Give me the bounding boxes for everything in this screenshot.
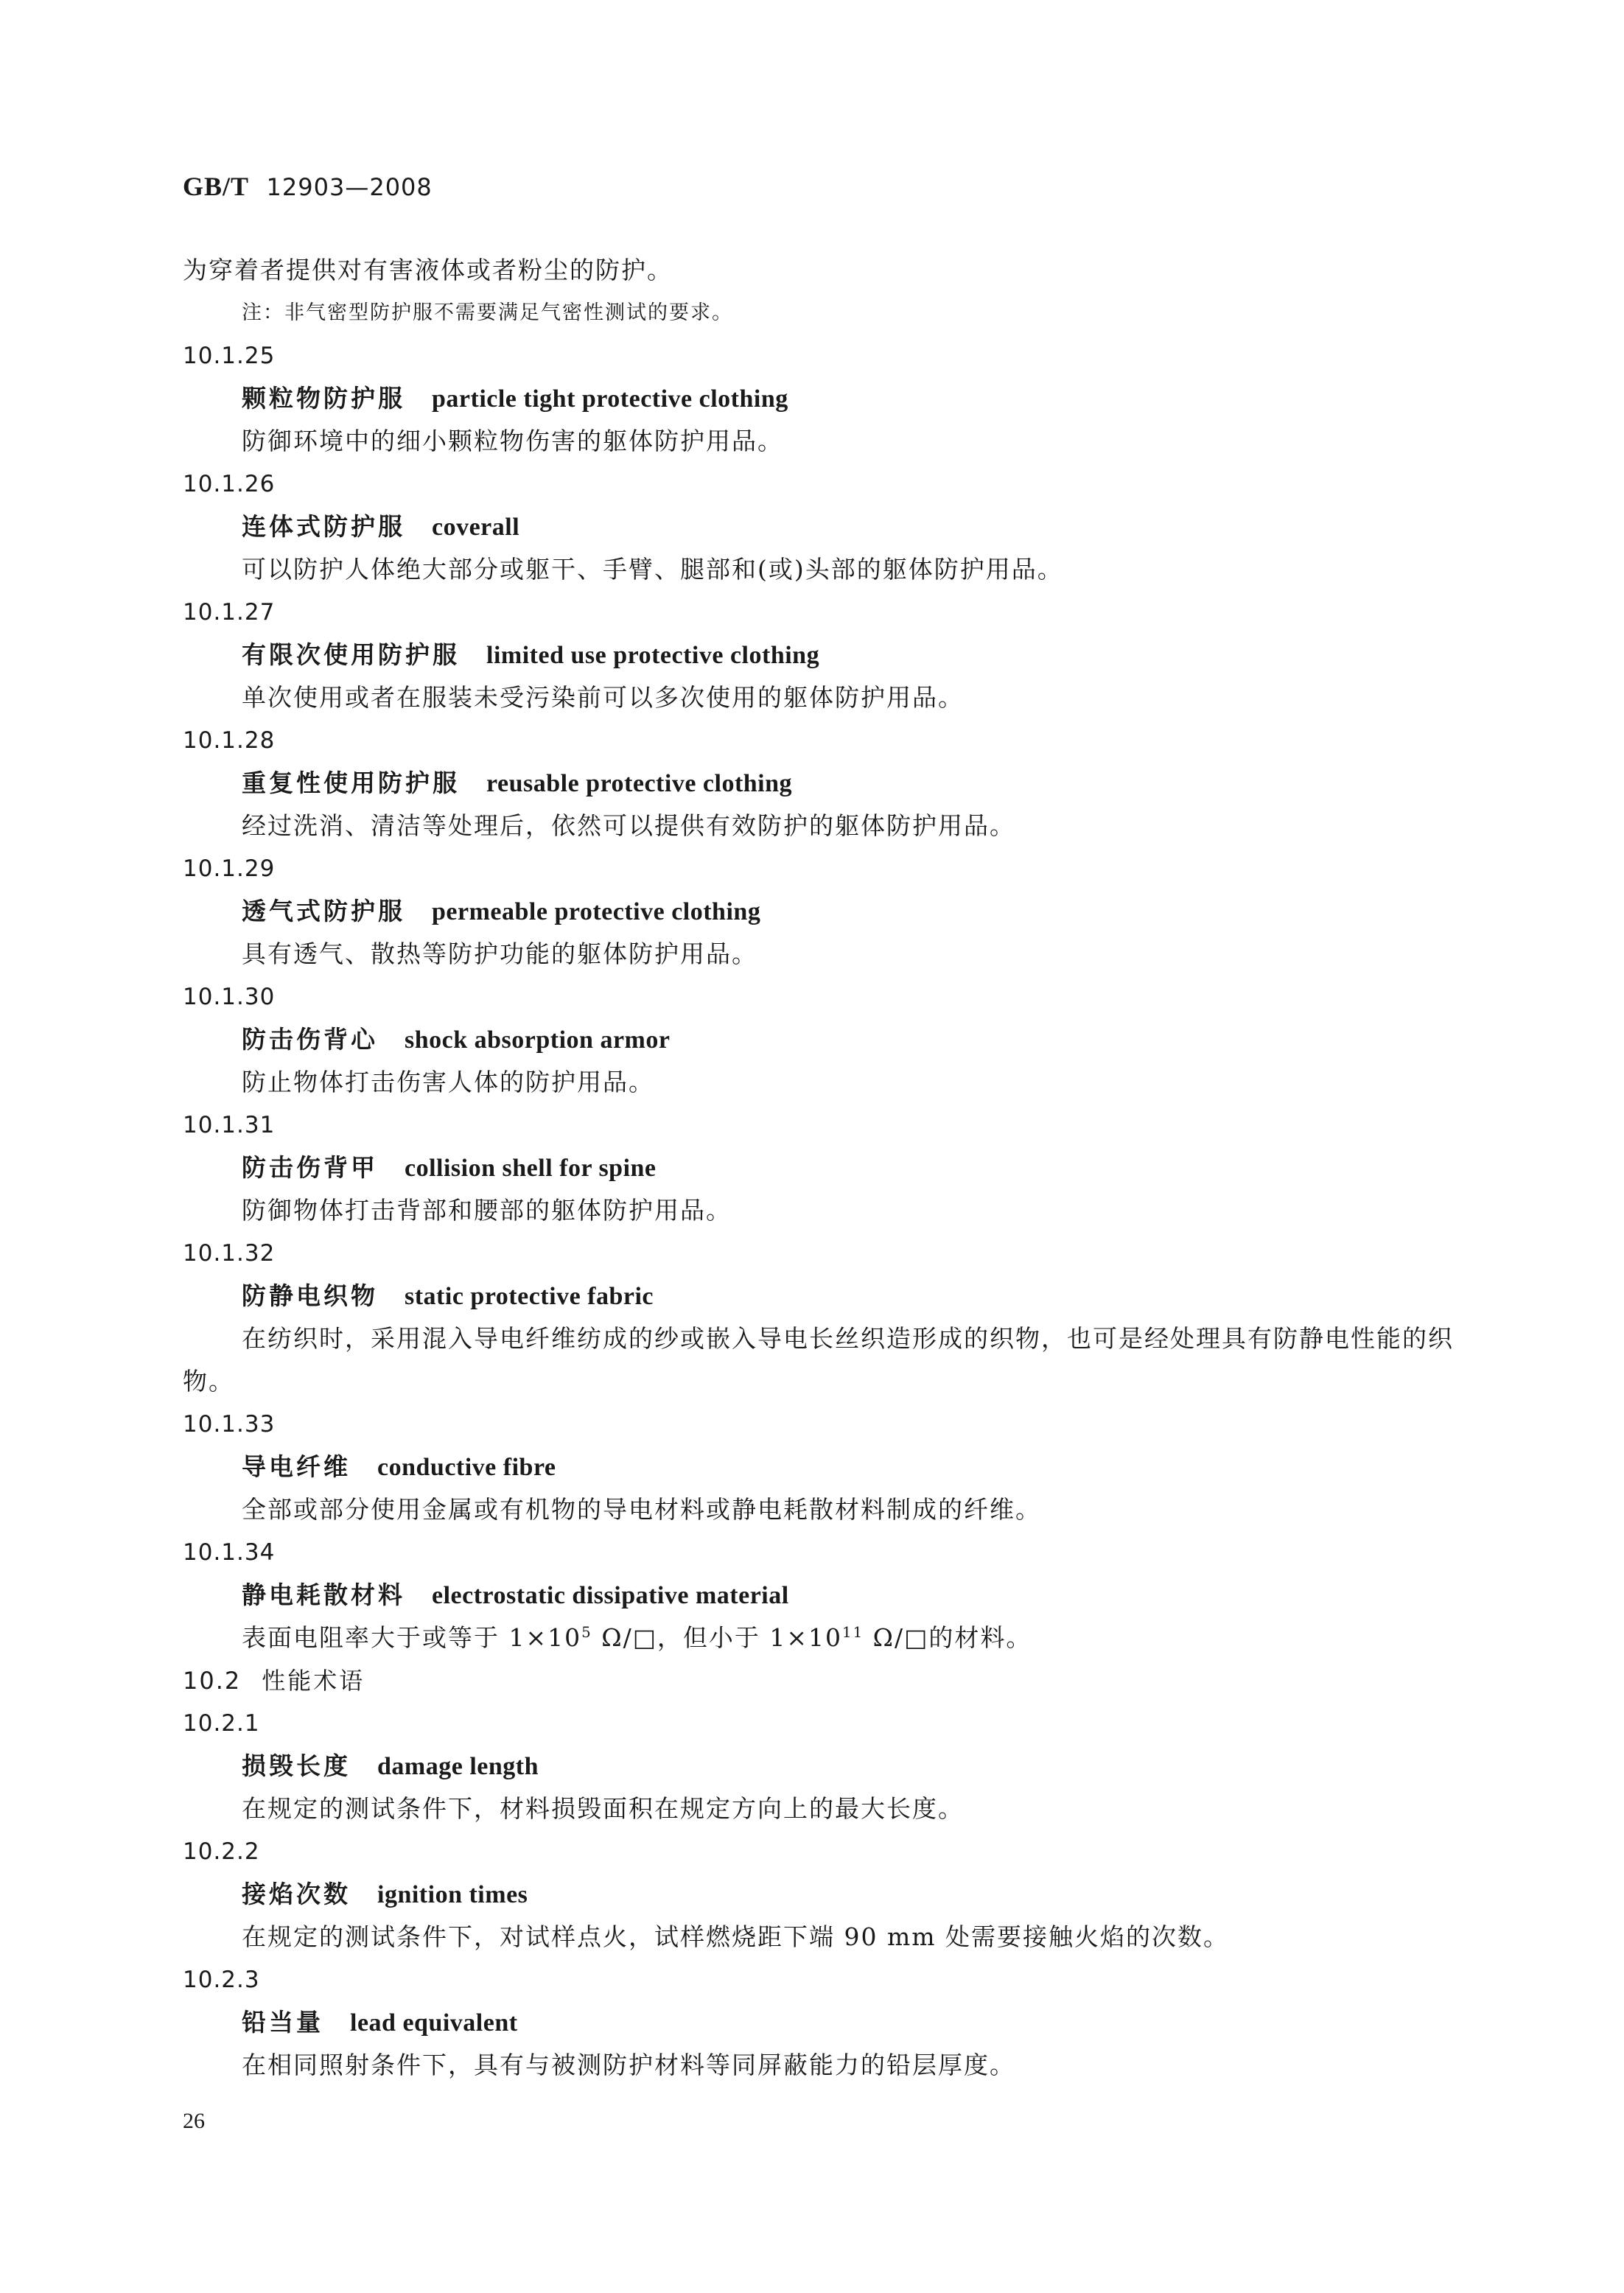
term-chinese: 防击伤背心 [242, 1025, 378, 1054]
entry-number: 10.2.1 [183, 1710, 260, 1737]
term-english: ignition times [377, 1881, 528, 1908]
term-english: electrostatic dissipative material [432, 1582, 789, 1609]
entry-definition: 防御物体打击背部和腰部的躯体防护用品。 [242, 1196, 732, 1225]
term-chinese: 铅当量 [242, 2008, 323, 2037]
term-english: limited use protective clothing [486, 642, 820, 669]
term-chinese: 连体式防护服 [242, 512, 405, 541]
term-english: damage length [377, 1753, 539, 1780]
entry-definition: 单次使用或者在服装未受污染前可以多次使用的躯体防护用品。 [242, 683, 964, 712]
entry-number: 10.1.30 [183, 984, 276, 1010]
entry-number: 10.1.25 [183, 343, 276, 369]
entry-definition: 在规定的测试条件下，材料损毁面积在规定方向上的最大长度。 [242, 1794, 964, 1823]
entry-term [183, 1275, 1465, 1317]
term-english: coverall [432, 514, 520, 541]
term-chinese: 损毁长度 [242, 1751, 351, 1780]
entry-definition: 防御环境中的细小颗粒物伤害的躯体防护用品。 [242, 427, 783, 455]
entry-number: 10.1.34 [183, 1539, 276, 1566]
definition-part: 表面电阻率大于或等于 1×10 [242, 1623, 582, 1652]
term-chinese: 透气式防护服 [242, 897, 405, 925]
entry-term [183, 377, 1465, 420]
term-english: particle tight protective clothing [432, 385, 788, 413]
term-chinese: 防击伤背甲 [242, 1153, 378, 1182]
definition-part: Ω/□的材料。 [864, 1623, 1032, 1652]
document-body [183, 249, 1465, 2087]
entry-term [183, 1745, 1465, 1788]
term-english: reusable protective clothing [486, 770, 793, 797]
entry-definition [183, 1617, 1465, 1659]
page-number: 26 [183, 2109, 205, 2133]
term-english: static protective fabric [405, 1283, 654, 1310]
entry-number: 10.1.31 [183, 1112, 276, 1138]
exponent: 5 [581, 1624, 592, 1641]
entry-definition: 可以防护人体绝大部分或躯干、手臂、腿部和(或)头部的躯体防护用品。 [242, 555, 1063, 584]
entry-term [183, 1873, 1465, 1916]
section-number: 10.2 [183, 1667, 242, 1695]
standard-header [183, 171, 433, 202]
entry-term [183, 2001, 1465, 2044]
term-english: shock absorption armor [405, 1026, 671, 1054]
term-chinese: 防静电织物 [242, 1281, 378, 1310]
entry-definition: 全部或部分使用金属或有机物的导电材料或静电耗散材料制成的纤维。 [242, 1495, 1041, 1524]
term-chinese: 颗粒物防护服 [242, 384, 405, 413]
entry-number: 10.1.33 [183, 1411, 276, 1438]
entry-definition: 经过洗消、清洁等处理后，依然可以提供有效防护的躯体防护用品。 [242, 811, 1015, 840]
term-english: collision shell for spine [405, 1155, 657, 1182]
entry-number: 10.1.26 [183, 471, 276, 497]
entry-definition: 防止物体打击伤害人体的防护用品。 [242, 1068, 654, 1096]
section-heading [183, 1659, 1465, 1702]
entry-number: 10.1.29 [183, 855, 276, 882]
note-text: 注：非气密型防护服不需要满足气密性测试的要求。 [242, 301, 733, 324]
term-chinese: 静电耗散材料 [242, 1580, 405, 1609]
standard-number: 12903—2008 [266, 173, 433, 201]
entry-term [183, 890, 1465, 933]
entry-term [183, 1446, 1465, 1488]
entry-term [183, 1146, 1465, 1189]
entry-term [183, 1574, 1465, 1617]
term-chinese: 接焰次数 [242, 1880, 351, 1908]
entry-number: 10.1.28 [183, 727, 276, 754]
term-chinese: 重复性使用防护服 [242, 769, 460, 797]
entry-number: 10.2.3 [183, 1967, 260, 1993]
term-english: permeable protective clothing [432, 898, 761, 925]
section-title: 性能术语 [262, 1667, 365, 1695]
term-chinese: 导电纤维 [242, 1452, 351, 1481]
term-chinese: 有限次使用防护服 [242, 640, 460, 669]
entry-definition: 在相同照射条件下，具有与被测防护材料等同屏蔽能力的铅层厚度。 [242, 2051, 1015, 2079]
entry-term [183, 1018, 1465, 1061]
entry-term [183, 505, 1465, 548]
intro-text: 为穿着者提供对有害液体或者粉尘的防护。 [183, 256, 673, 284]
definition-part: Ω/□，但小于 1×10 [592, 1623, 843, 1652]
entry-number: 10.2.2 [183, 1838, 260, 1865]
standard-prefix: GB/T [183, 172, 250, 201]
entry-definition: 具有透气、散热等防护功能的躯体防护用品。 [242, 939, 757, 968]
entry-definition: 在规定的测试条件下，对试样点火，试样燃烧距下端 90 mm 处需要接触火焰的次数。 [242, 1922, 1230, 1951]
entry-definition: 在纺织时，采用混入导电纤维纺成的纱或嵌入导电长丝织造形成的织物，也可是经处理具有防静电性能的织物。 [183, 1324, 1454, 1396]
entry-term [183, 634, 1465, 676]
entry-number: 10.1.32 [183, 1240, 276, 1267]
entry-number: 10.1.27 [183, 599, 276, 626]
term-english: lead equivalent [350, 2009, 518, 2037]
term-english: conductive fibre [377, 1454, 556, 1481]
entry-term [183, 762, 1465, 805]
exponent: 11 [842, 1624, 864, 1641]
